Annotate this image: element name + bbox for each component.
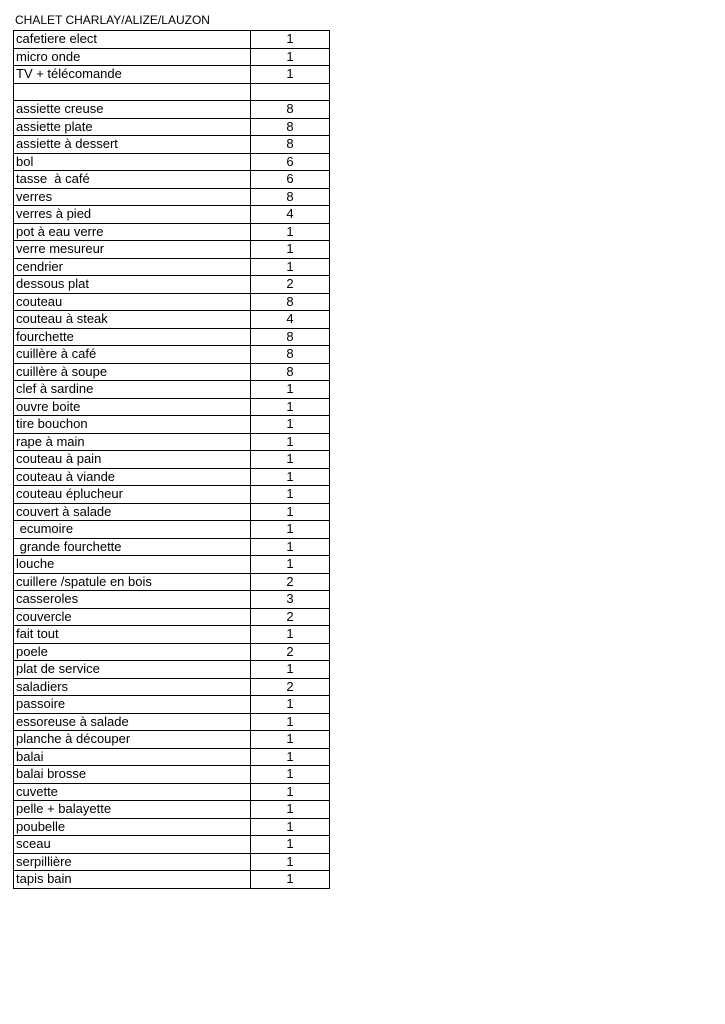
quantity-cell: 1 xyxy=(251,241,330,259)
table-row xyxy=(14,328,330,346)
quantity-cell: 1 xyxy=(251,381,330,399)
item-name-cell: fait tout xyxy=(14,626,251,644)
item-name-cell: casseroles xyxy=(14,591,251,609)
table-row xyxy=(14,433,330,451)
item-name-cell: bol xyxy=(14,153,251,171)
table-row xyxy=(14,398,330,416)
quantity-cell: 1 xyxy=(251,871,330,889)
item-name-cell: pelle + balayette xyxy=(14,801,251,819)
quantity-cell: 1 xyxy=(251,766,330,784)
item-name-cell: cuillère à soupe xyxy=(14,363,251,381)
table-row xyxy=(14,678,330,696)
quantity-cell: 1 xyxy=(251,818,330,836)
item-name-cell: tasse à café xyxy=(14,171,251,189)
item-name-cell: poubelle xyxy=(14,818,251,836)
table-row xyxy=(14,223,330,241)
table-row xyxy=(14,363,330,381)
item-name-cell: saladiers xyxy=(14,678,251,696)
table-row xyxy=(14,276,330,294)
table-row xyxy=(14,731,330,749)
item-name-cell: verre mesureur xyxy=(14,241,251,259)
quantity-cell: 6 xyxy=(251,153,330,171)
table-row xyxy=(14,188,330,206)
item-name-cell: couteau à pain xyxy=(14,451,251,469)
quantity-cell: 1 xyxy=(251,451,330,469)
quantity-cell: 2 xyxy=(251,643,330,661)
item-name-cell: couteau à steak xyxy=(14,311,251,329)
table-row xyxy=(14,416,330,434)
table-row xyxy=(14,573,330,591)
quantity-cell: 2 xyxy=(251,678,330,696)
item-name-cell: passoire xyxy=(14,696,251,714)
table-row xyxy=(14,31,330,49)
quantity-cell: 8 xyxy=(251,293,330,311)
item-name-cell: cuillère à café xyxy=(14,346,251,364)
item-name-cell: assiette à dessert xyxy=(14,136,251,154)
quantity-cell: 1 xyxy=(251,748,330,766)
table-row xyxy=(14,101,330,119)
table-row xyxy=(14,853,330,871)
item-name-cell: pot à eau verre xyxy=(14,223,251,241)
quantity-cell: 1 xyxy=(251,223,330,241)
table-row xyxy=(14,608,330,626)
item-name-cell: cendrier xyxy=(14,258,251,276)
quantity-cell: 1 xyxy=(251,258,330,276)
quantity-cell xyxy=(251,83,330,101)
item-name-cell: verres xyxy=(14,188,251,206)
table-row xyxy=(14,766,330,784)
quantity-cell: 4 xyxy=(251,206,330,224)
quantity-cell: 3 xyxy=(251,591,330,609)
quantity-cell: 1 xyxy=(251,836,330,854)
table-row xyxy=(14,346,330,364)
quantity-cell: 8 xyxy=(251,101,330,119)
quantity-cell: 1 xyxy=(251,713,330,731)
item-name-cell: couvert à salade xyxy=(14,503,251,521)
table-row xyxy=(14,556,330,574)
item-name-cell: sceau xyxy=(14,836,251,854)
item-name-cell: grande fourchette xyxy=(14,538,251,556)
item-name-cell: TV + télécomande xyxy=(14,66,251,84)
item-name-cell: planche à découper xyxy=(14,731,251,749)
table-row xyxy=(14,206,330,224)
quantity-cell: 4 xyxy=(251,311,330,329)
quantity-cell: 1 xyxy=(251,398,330,416)
quantity-cell: 1 xyxy=(251,538,330,556)
item-name-cell: rape à main xyxy=(14,433,251,451)
table-row xyxy=(14,136,330,154)
quantity-cell: 1 xyxy=(251,486,330,504)
table-row xyxy=(14,836,330,854)
table-row xyxy=(14,468,330,486)
quantity-cell: 1 xyxy=(251,661,330,679)
item-name-cell: tire bouchon xyxy=(14,416,251,434)
item-name-cell: louche xyxy=(14,556,251,574)
quantity-cell: 1 xyxy=(251,626,330,644)
quantity-cell: 1 xyxy=(251,48,330,66)
quantity-cell: 1 xyxy=(251,31,330,49)
item-name-cell: couteau xyxy=(14,293,251,311)
item-name-cell: assiette plate xyxy=(14,118,251,136)
item-name-cell: couteau à viande xyxy=(14,468,251,486)
table-row xyxy=(14,661,330,679)
item-name-cell: ouvre boite xyxy=(14,398,251,416)
item-name-cell: serpillière xyxy=(14,853,251,871)
inventory-table-body xyxy=(14,31,330,889)
table-row xyxy=(14,171,330,189)
item-name-cell: assiette creuse xyxy=(14,101,251,119)
table-row xyxy=(14,503,330,521)
quantity-cell: 1 xyxy=(251,801,330,819)
table-row xyxy=(14,451,330,469)
table-row xyxy=(14,118,330,136)
item-name-cell: ecumoire xyxy=(14,521,251,539)
quantity-cell: 1 xyxy=(251,556,330,574)
table-row xyxy=(14,818,330,836)
item-name-cell: tapis bain xyxy=(14,871,251,889)
quantity-cell: 1 xyxy=(251,853,330,871)
quantity-cell: 2 xyxy=(251,573,330,591)
item-name-cell: verres à pied xyxy=(14,206,251,224)
item-name-cell: plat de service xyxy=(14,661,251,679)
table-row xyxy=(14,83,330,101)
quantity-cell: 1 xyxy=(251,66,330,84)
page-title: CHALET CHARLAY/ALIZE/LAUZON xyxy=(15,13,210,27)
item-name-cell: couteau éplucheur xyxy=(14,486,251,504)
quantity-cell: 8 xyxy=(251,328,330,346)
table-row xyxy=(14,713,330,731)
item-name-cell: micro onde xyxy=(14,48,251,66)
item-name-cell: cuvette xyxy=(14,783,251,801)
table-row xyxy=(14,643,330,661)
quantity-cell: 1 xyxy=(251,416,330,434)
table-row xyxy=(14,241,330,259)
table-row xyxy=(14,696,330,714)
table-row xyxy=(14,801,330,819)
table-row xyxy=(14,626,330,644)
item-name-cell: poele xyxy=(14,643,251,661)
table-row xyxy=(14,311,330,329)
quantity-cell: 8 xyxy=(251,136,330,154)
quantity-cell: 8 xyxy=(251,188,330,206)
item-name-cell xyxy=(14,83,251,101)
table-row xyxy=(14,381,330,399)
quantity-cell: 1 xyxy=(251,696,330,714)
quantity-cell: 2 xyxy=(251,276,330,294)
item-name-cell: clef à sardine xyxy=(14,381,251,399)
quantity-cell: 1 xyxy=(251,503,330,521)
table-row xyxy=(14,521,330,539)
quantity-cell: 2 xyxy=(251,608,330,626)
item-name-cell: fourchette xyxy=(14,328,251,346)
quantity-cell: 1 xyxy=(251,468,330,486)
table-row xyxy=(14,591,330,609)
inventory-table xyxy=(13,30,330,889)
table-row xyxy=(14,153,330,171)
quantity-cell: 8 xyxy=(251,118,330,136)
table-row xyxy=(14,293,330,311)
quantity-cell: 8 xyxy=(251,346,330,364)
item-name-cell: balai brosse xyxy=(14,766,251,784)
item-name-cell: cuillere /spatule en bois xyxy=(14,573,251,591)
quantity-cell: 1 xyxy=(251,433,330,451)
quantity-cell: 1 xyxy=(251,783,330,801)
table-row xyxy=(14,538,330,556)
quantity-cell: 1 xyxy=(251,521,330,539)
item-name-cell: balai xyxy=(14,748,251,766)
item-name-cell: couvercle xyxy=(14,608,251,626)
quantity-cell: 8 xyxy=(251,363,330,381)
table-row xyxy=(14,783,330,801)
table-row xyxy=(14,486,330,504)
table-row xyxy=(14,66,330,84)
quantity-cell: 1 xyxy=(251,731,330,749)
table-row xyxy=(14,871,330,889)
table-row xyxy=(14,48,330,66)
item-name-cell: essoreuse à salade xyxy=(14,713,251,731)
table-row xyxy=(14,258,330,276)
table-row xyxy=(14,748,330,766)
item-name-cell: dessous plat xyxy=(14,276,251,294)
quantity-cell: 6 xyxy=(251,171,330,189)
item-name-cell: cafetiere elect xyxy=(14,31,251,49)
